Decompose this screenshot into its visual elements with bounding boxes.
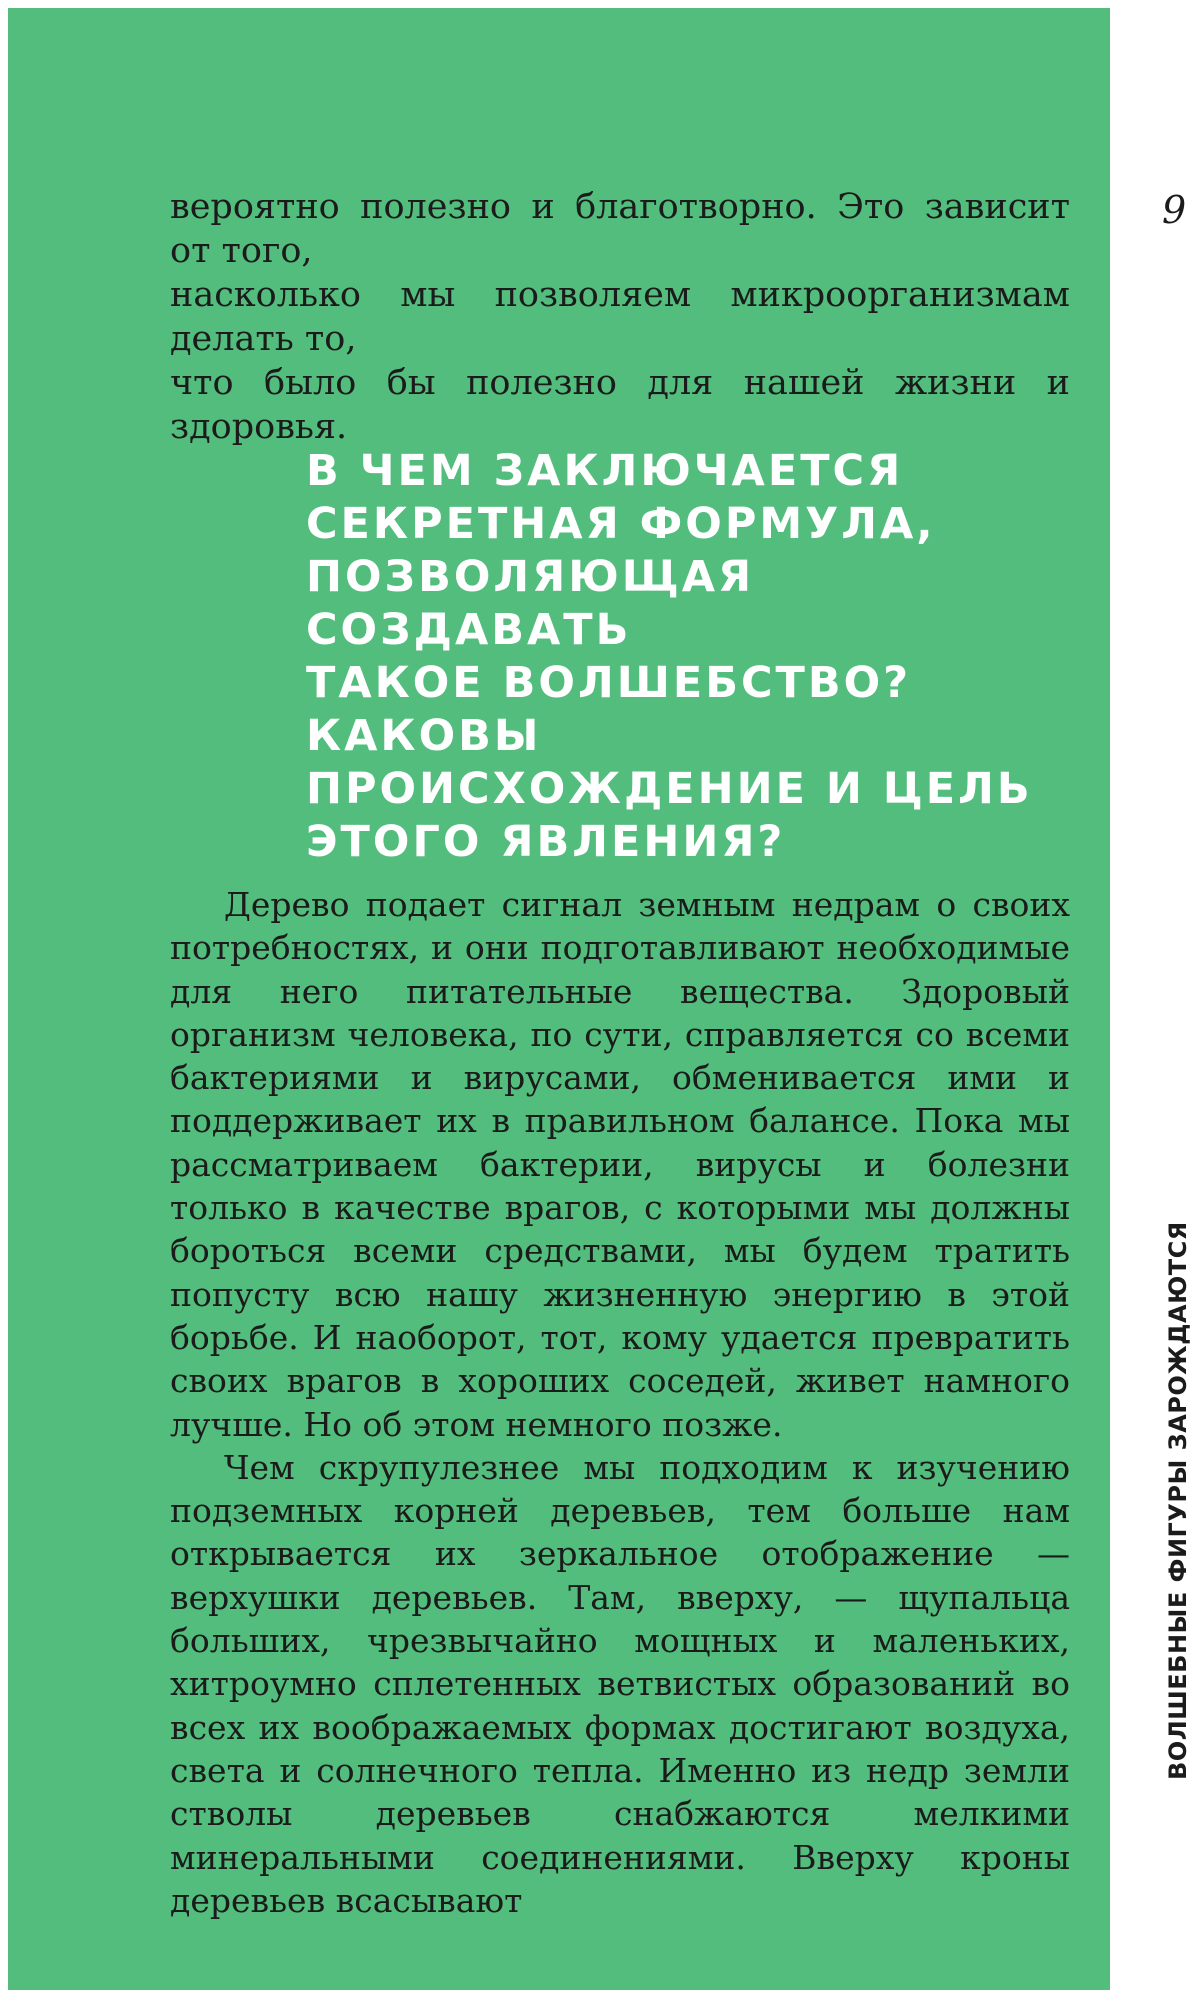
intro-line: насколько мы позволяем микроорганизмам делать то, [170,275,1070,359]
page-number: 9 [1162,188,1187,232]
body-text [170,883,1070,1922]
heading-line: ТАКОЕ ВОЛШЕБСТВО? КАКОВЫ [306,658,912,761]
heading-line: ПОЗВОЛЯЮЩАЯ СОЗДАВАТЬ [306,552,755,655]
body-paragraph-2: Чем скрупулезнее мы подходим к изучению подземных корней деревьев, тем больше нам открывается их зеркальное отображение — верхушки деревьев. Там, вверху, — щупальца больших, чрезвычайно мощных и маленьких, хитроумно сплетенных ветвистых образований во всех их воображаемых формах достигают воздуха, света и солнечного тепла. Именно из недр земли стволы деревьев снабжаются мелкими минеральными соединениями. Вверху кроны деревьев всасывают [170,1447,1070,1920]
section-heading [306,445,1086,869]
heading-line: ЭТОГО ЯВЛЕНИЯ? [306,817,786,867]
heading-line: ПРОИСХОЖДЕНИЕ И ЦЕЛЬ [306,764,1033,814]
running-title-vertical: ВОЛШЕБНЫЕ ФИГУРЫ ЗАРОЖДАЮТСЯ [1164,1221,1192,1780]
body-paragraph-1: Дерево подает сигнал земным недрам о своих потребностях, и они подготавливают необходимые для него питательные вещества. Здоровый организм человека, по сути, справляется со всеми бактериями и вирусами, обменивается ими и поддерживает их в правильном балансе. Пока мы рассматриваем бактерии, вирусы и болезни только в качестве врагов, с которыми мы должны бороться всеми средствами, мы будем тратить попусту всю нашу жизненную энергию в этой борьбе. И наоборот, тот, кому удается превратить своих врагов в хороших соседей, живет намного лучше. Но об этом немного позже. [170,885,1070,1444]
intro-line: вероятно полезно и благотворно. Это зависит от того, [170,187,1070,271]
intro-paragraph [170,185,1070,449]
heading-line: СЕКРЕТНАЯ ФОРМУЛА, [306,499,936,549]
intro-line: что было бы полезно для нашей жизни и здоровья. [170,363,1070,447]
heading-line: В ЧЕМ ЗАКЛЮЧАЕТСЯ [306,446,904,496]
